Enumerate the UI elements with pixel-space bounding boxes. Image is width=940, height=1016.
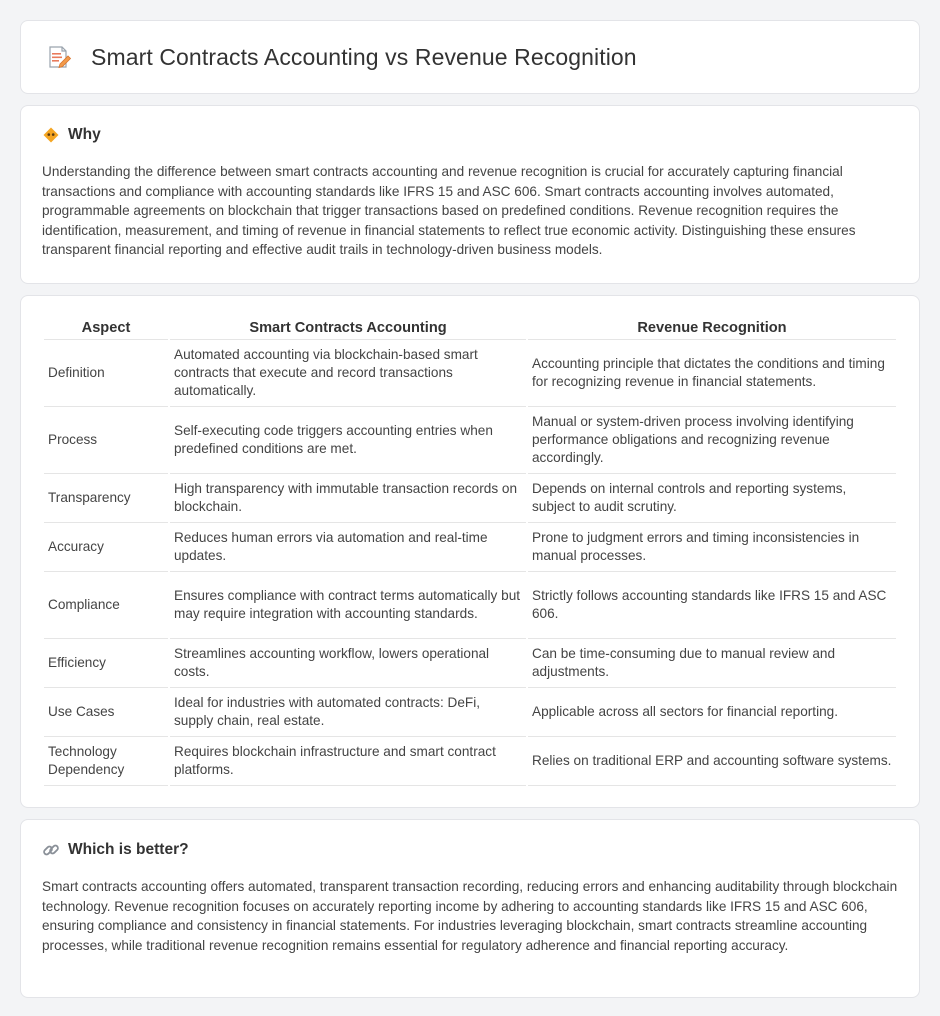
which-heading xyxy=(42,841,898,859)
smart-contracts-cell: Ensures compliance with contract terms automatically but may require integration with accounting standards. xyxy=(170,572,526,639)
smart-contracts-cell: Automated accounting via blockchain-based smart contracts that execute and record transactions automatically. xyxy=(170,340,526,407)
which-section xyxy=(20,819,920,998)
table-row xyxy=(44,737,896,786)
link-icon xyxy=(42,841,60,859)
header-card xyxy=(20,20,920,94)
header-aspect: Aspect xyxy=(44,317,168,340)
smart-contracts-cell: Requires blockchain infrastructure and smart contract platforms. xyxy=(170,737,526,786)
smart-contracts-cell: Streamlines accounting workflow, lowers operational costs. xyxy=(170,639,526,688)
aspect-cell: Definition xyxy=(44,340,168,407)
why-section xyxy=(20,105,920,284)
revenue-recognition-cell: Relies on traditional ERP and accounting software systems. xyxy=(528,737,896,786)
why-text: Understanding the difference between smart contracts accounting and revenue recognition is crucial for accurately capturing financial transactions and compliance with accounting standards like IFRS 15 and ASC 606. Smart contracts accounting involves automated, programmable agreements on blockchain that trigger transactions based on predefined conditions. Revenue recognition requires the identification, measurement, and timing of revenue in financial statements to reflect true economic activity. Distinguishing these ensures transparent financial reporting and effective audit trails in technology-driven business models. xyxy=(42,164,856,257)
why-heading xyxy=(42,126,898,144)
smart-contracts-cell: Ideal for industries with automated contracts: DeFi, supply chain, real estate. xyxy=(170,688,526,737)
diamond-eyes-icon xyxy=(42,126,60,144)
revenue-recognition-cell: Prone to judgment errors and timing inconsistencies in manual processes. xyxy=(528,523,896,572)
smart-contracts-cell: Self-executing code triggers accounting entries when predefined conditions are met. xyxy=(170,407,526,474)
aspect-cell: Use Cases xyxy=(44,688,168,737)
document-pencil-icon xyxy=(45,43,73,71)
revenue-recognition-cell: Applicable across all sectors for financial reporting. xyxy=(528,688,896,737)
comparison-table xyxy=(42,317,898,786)
aspect-cell: Transparency xyxy=(44,474,168,523)
aspect-cell: Accuracy xyxy=(44,523,168,572)
revenue-recognition-cell: Strictly follows accounting standards like IFRS 15 and ASC 606. xyxy=(528,572,896,639)
table-row xyxy=(44,688,896,737)
smart-contracts-cell: High transparency with immutable transaction records on blockchain. xyxy=(170,474,526,523)
aspect-cell: Compliance xyxy=(44,572,168,639)
header-revenue-recognition: Revenue Recognition xyxy=(528,317,896,340)
aspect-cell: Efficiency xyxy=(44,639,168,688)
table-row xyxy=(44,407,896,474)
smart-contracts-cell: Reduces human errors via automation and real-time updates. xyxy=(170,523,526,572)
aspect-cell: Process xyxy=(44,407,168,474)
header-smart-contracts: Smart Contracts Accounting xyxy=(170,317,526,340)
revenue-recognition-cell: Accounting principle that dictates the conditions and timing for recognizing revenue in financial statements. xyxy=(528,340,896,407)
page-title: Smart Contracts Accounting vs Revenue Recognition xyxy=(91,43,637,70)
which-text: Smart contracts accounting offers automated, transparent transaction recording, reducing errors and enhancing auditability through blockchain technology. Revenue recognition focuses on accurately reporting income by adhering to accounting standards like IFRS 15 and ASC 606, ensuring compliance and consistency in financial statements. For industries leveraging blockchain, smart contracts streamline accounting processes, while traditional revenue recognition remains essential for regulatory adherence and financial reporting accuracy. xyxy=(42,879,898,953)
table-row xyxy=(44,340,896,407)
table-row xyxy=(44,639,896,688)
table-row xyxy=(44,523,896,572)
revenue-recognition-cell: Manual or system-driven process involving identifying performance obligations and recognizing revenue accordingly. xyxy=(528,407,896,474)
revenue-recognition-cell: Depends on internal controls and reporting systems, subject to audit scrutiny. xyxy=(528,474,896,523)
comparison-table-card xyxy=(20,295,920,808)
why-title: Why xyxy=(68,126,101,143)
aspect-cell: Technology Dependency xyxy=(44,737,168,786)
table-row xyxy=(44,572,896,639)
revenue-recognition-cell: Can be time-consuming due to manual review and adjustments. xyxy=(528,639,896,688)
table-row xyxy=(44,474,896,523)
table-header-row xyxy=(44,317,896,340)
which-title: Which is better? xyxy=(68,841,189,858)
